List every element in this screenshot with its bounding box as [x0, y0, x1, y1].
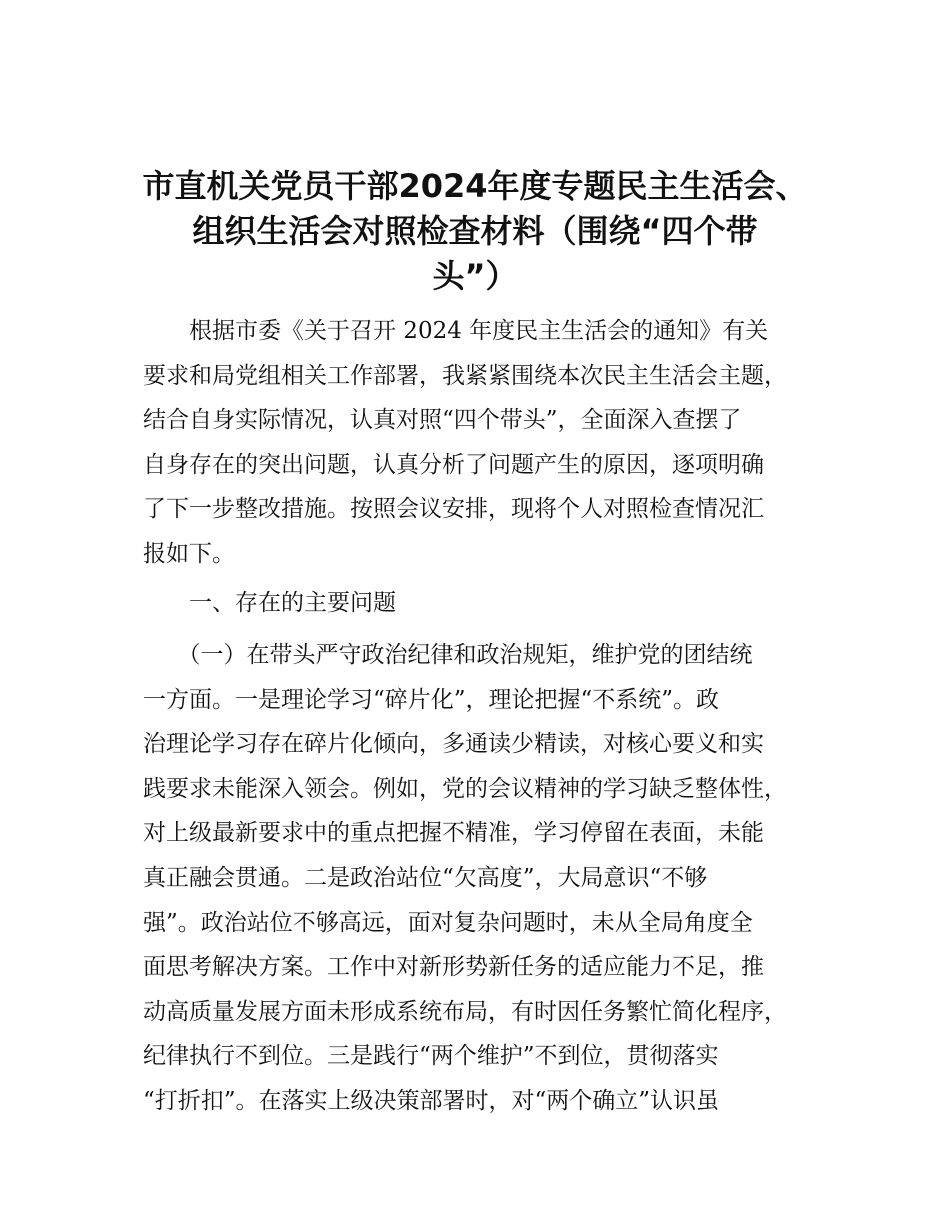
intro-line: 了下一步整改措施。按照会议安排，现将个人对照检查情况汇 — [143, 496, 764, 523]
intro-line: 根据市委《关于召开 2024 年度民主生活会的通知》有关 — [143, 318, 769, 344]
section1-line: “打折扣”。在落实上级决策部署时，对“两个确立”认识虽 — [143, 1087, 720, 1114]
title-line-3: 头”） — [432, 257, 518, 295]
intro-line: 自身存在的突出问题，认真分析了问题产生的原因，逐项明确 — [143, 451, 764, 478]
title-line-2: 组织生活会对照检查材料（围绕“四个带 — [192, 212, 758, 250]
section1-line: 动高质量发展方面未形成系统布局，有时因任务繁忙简化程序， — [143, 998, 787, 1025]
section1-line: 治理论学习存在碎片化倾向，多通读少精读，对核心要义和实 — [143, 731, 764, 758]
intro-paragraph — [143, 309, 823, 577]
section1-paragraph — [143, 633, 823, 1124]
intro-line: 要求和局党组相关工作部署，我紧紧围绕本次民主生活会主题， — [143, 362, 787, 389]
section1-line: （一）在带头严守政治纪律和政治规矩，维护党的团结统 — [143, 642, 753, 668]
section-heading-text: 一、存在的主要问题 — [143, 590, 396, 616]
intro-line: 结合自身实际情况，认真对照“四个带头”，全面深入查摆了 — [143, 407, 742, 434]
section1-line: 真正融会贯通。二是政治站位“欠高度”，大局意识“不够 — [143, 864, 708, 891]
section1-line: 面思考解决方案。工作中对新形势新任务的适应能力不足，推 — [143, 954, 764, 981]
section1-line: 对上级最新要求中的重点把握不精准，学习停留在表面，未能 — [143, 820, 764, 847]
section1-line: 践要求未能深入领会。例如，党的会议精神的学习缺乏整体性， — [143, 775, 787, 802]
section1-line: 纪律执行不到位。三是践行“两个维护”不到位，贯彻落实 — [143, 1043, 719, 1070]
title-line-1: 市直机关党员干部2024年度专题民主生活会、 — [142, 167, 808, 205]
section1-line: 一方面。一是理论学习“碎片化”，理论把握“不系统”。政 — [143, 686, 720, 713]
document-title — [140, 164, 810, 299]
section1-line: 强”。政治站位不够高远，面对复杂问题时，未从全局角度全 — [143, 909, 753, 936]
intro-line: 报如下。 — [143, 540, 235, 567]
section-heading — [143, 581, 823, 626]
